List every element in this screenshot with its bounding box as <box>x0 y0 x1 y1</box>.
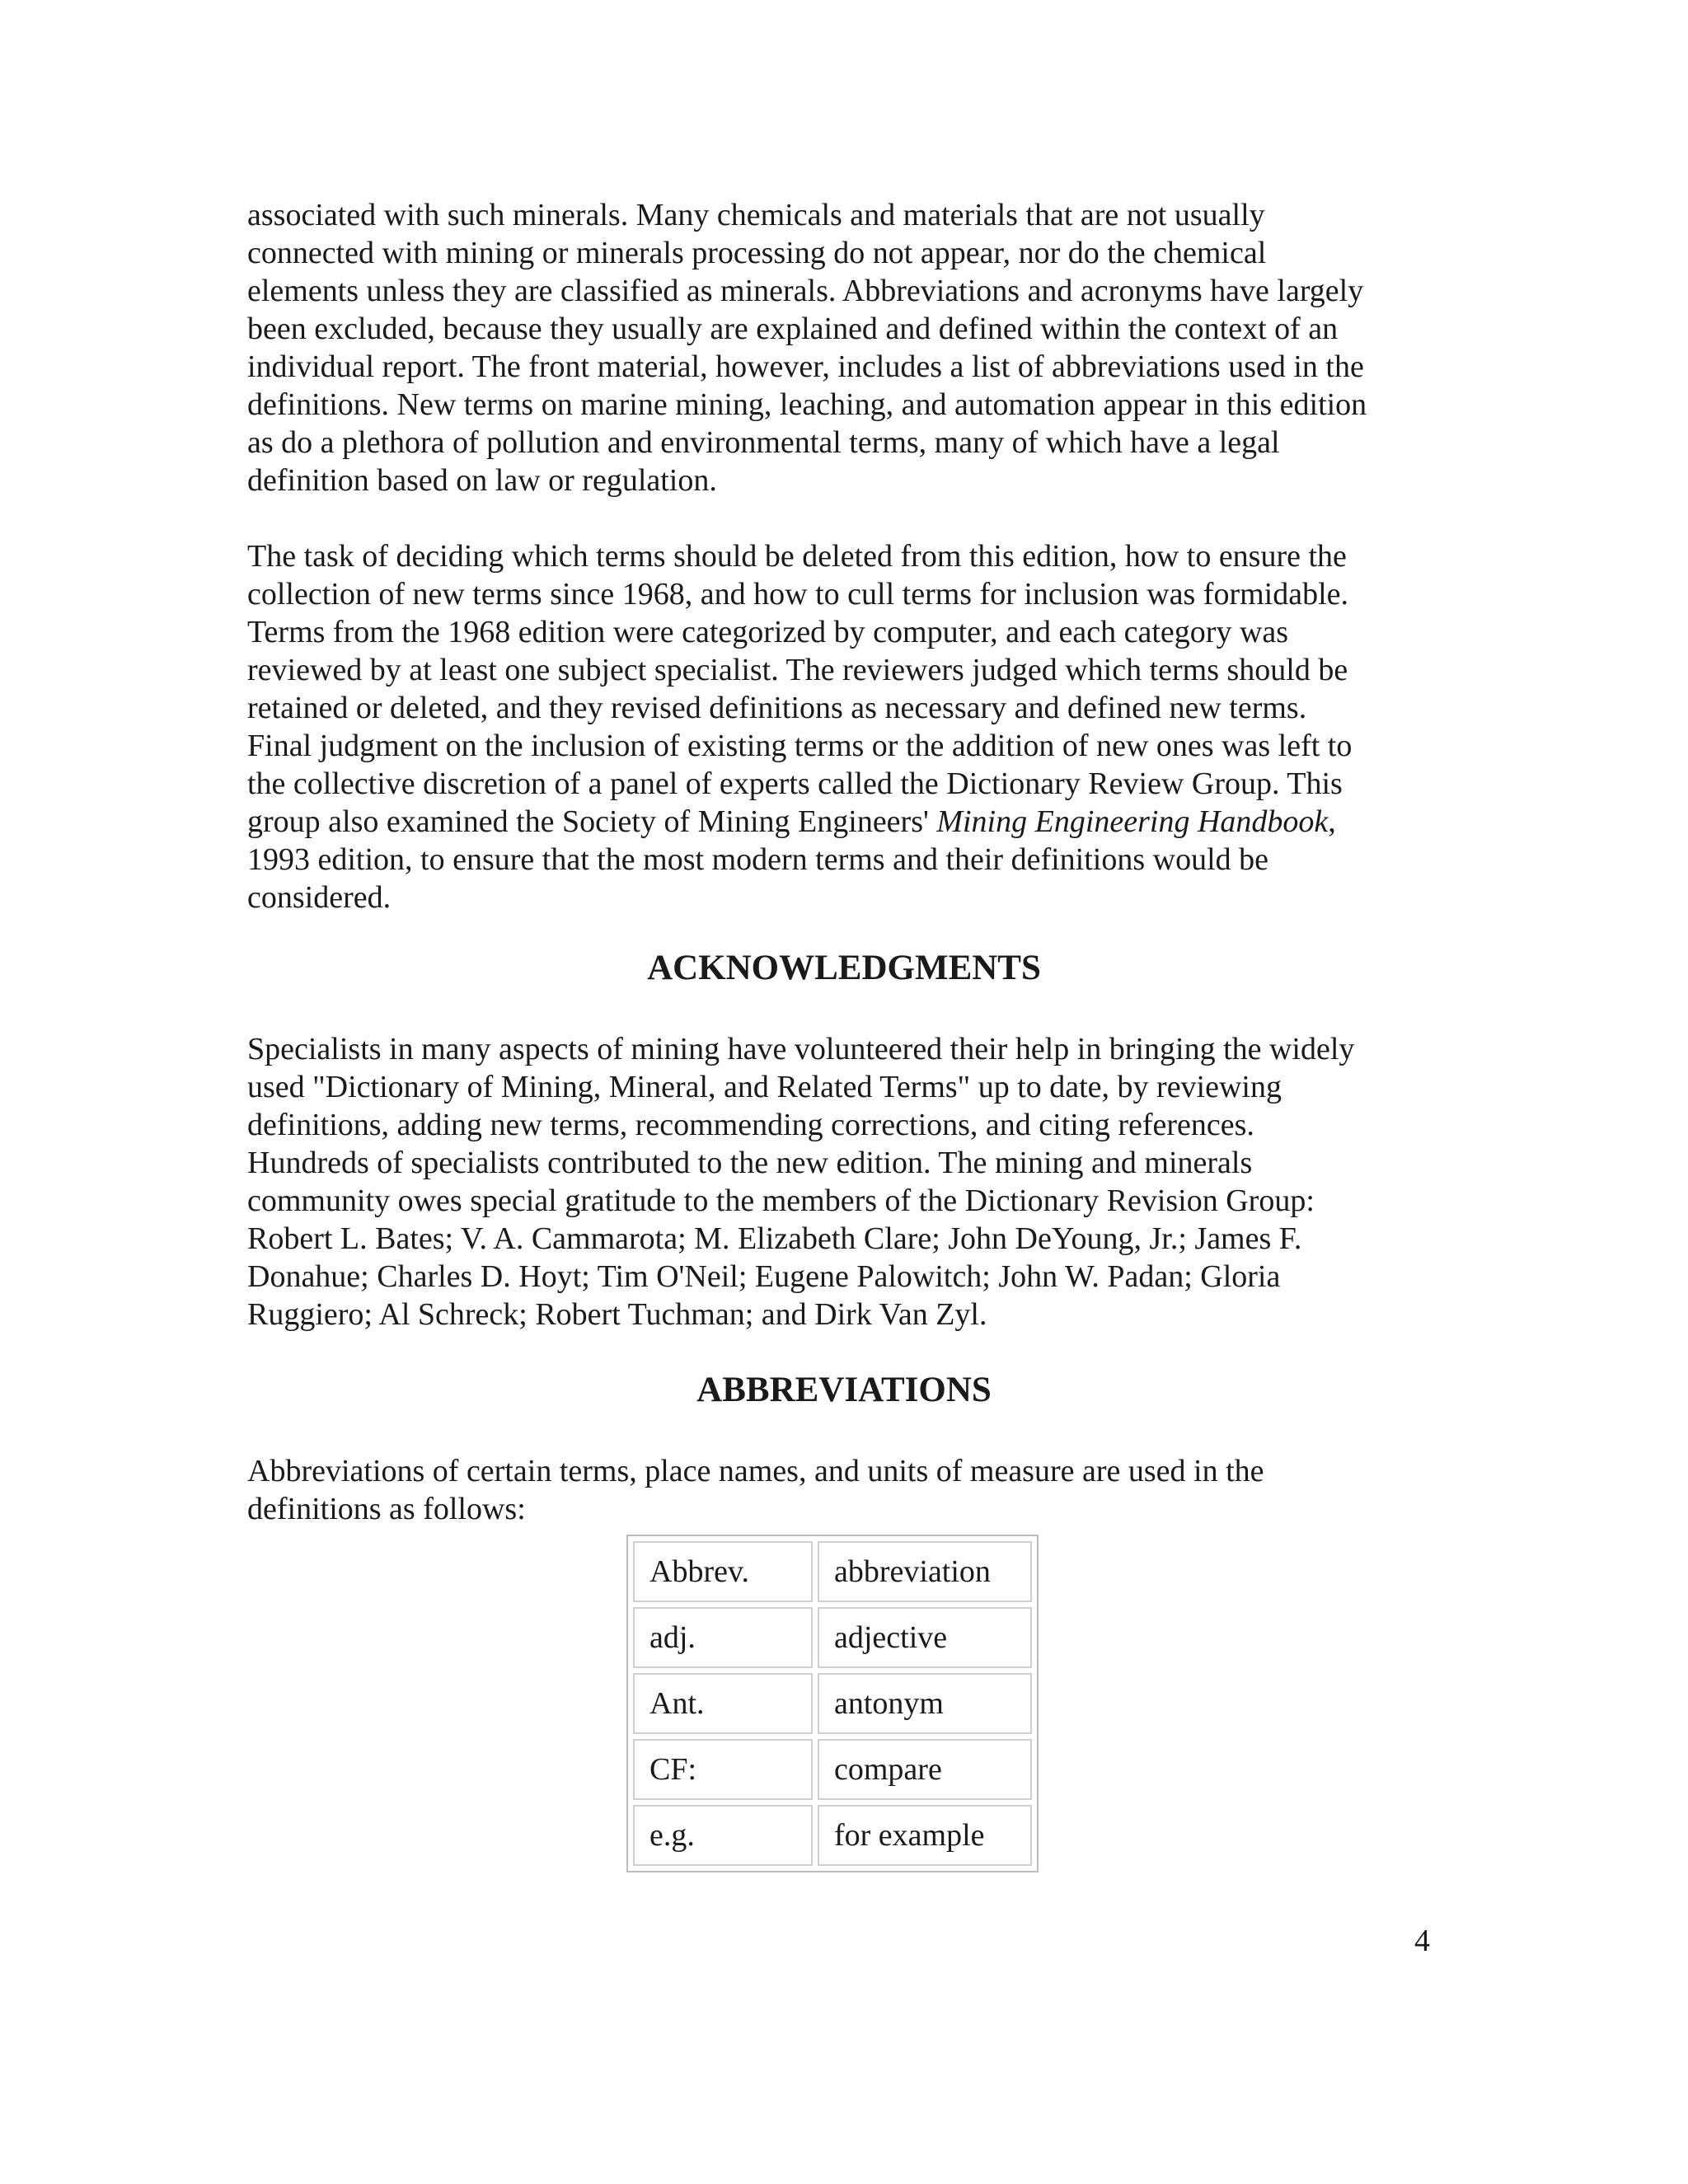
meaning-cell: antonym <box>818 1673 1032 1734</box>
abbreviation-cell: adj. <box>633 1607 813 1668</box>
text-line: the collective discretion of a panel of experts called the Dictionary Review Group. This <box>247 766 1343 801</box>
text-line: group also examined the Society of Mining Engineers' <box>247 804 937 839</box>
text-line: definition based on law or regulation. <box>247 463 717 498</box>
intro-paragraph <box>247 196 1451 499</box>
abbreviation-cell: e.g. <box>633 1805 813 1866</box>
text-line: Terms from the 1968 edition were categorized by computer, and each category was <box>247 615 1289 649</box>
meaning-cell: adjective <box>818 1607 1032 1668</box>
text-line: retained or deleted, and they revised definitions as necessary and defined new terms. <box>247 691 1307 725</box>
meaning-cell: for example <box>818 1805 1032 1866</box>
text-line: The task of deciding which terms should be deleted from this edition, how to ensure the <box>247 539 1347 574</box>
abbreviations-intro <box>247 1452 1451 1528</box>
text-line: Hundreds of specialists contributed to the new edition. The mining and minerals <box>247 1146 1253 1180</box>
text-line: definitions as follows: <box>247 1492 526 1526</box>
text-line: used "Dictionary of Mining, Mineral, and Related Terms" up to date, by reviewing <box>247 1070 1282 1104</box>
text-line: Donahue; Charles D. Hoyt; Tim O'Neil; Eugene Palowitch; John W. Padan; Gloria <box>247 1259 1281 1294</box>
table-row <box>633 1673 1032 1734</box>
text-line: Abbreviations of certain terms, place names, and units of measure are used in the <box>247 1454 1264 1488</box>
text-line: reviewed by at least one subject specialist. The reviewers judged which terms should be <box>247 653 1348 687</box>
text-line: community owes special gratitude to the members of the Dictionary Revision Group: <box>247 1183 1315 1218</box>
table-row <box>633 1607 1032 1668</box>
page-number: 4 <box>1414 1924 1430 1958</box>
abbreviation-cell: Ant. <box>633 1673 813 1734</box>
abbreviation-cell: CF: <box>633 1739 813 1800</box>
task-paragraph <box>247 537 1451 916</box>
text-line: individual report. The front material, however, includes a list of abbreviations used in the <box>247 349 1364 384</box>
text-line: collection of new terms since 1968, and how to cull terms for inclusion was formidable. <box>247 577 1349 612</box>
text-line: definitions, adding new terms, recommending corrections, and citing references. <box>247 1108 1254 1142</box>
table-row <box>633 1805 1032 1866</box>
text-line: connected with mining or minerals processing do not appear, nor do the chemical <box>247 236 1267 270</box>
abbreviation-cell: Abbrev. <box>633 1541 813 1602</box>
text-line: 1993 edition, to ensure that the most modern terms and their definitions would be <box>247 842 1268 877</box>
meaning-cell: abbreviation <box>818 1541 1032 1602</box>
text-line: been excluded, because they usually are explained and defined within the context of an <box>247 312 1339 346</box>
table-row <box>633 1541 1032 1602</box>
acknowledgments-paragraph <box>247 1030 1451 1333</box>
meaning-cell: compare <box>818 1739 1032 1800</box>
text-line: Robert L. Bates; V. A. Cammarota; M. Elizabeth Clare; John DeYoung, Jr.; James F. <box>247 1221 1302 1256</box>
table-row <box>633 1739 1032 1800</box>
text-line: as do a plethora of pollution and environmental terms, many of which have a legal <box>247 425 1280 460</box>
text-line: elements unless they are classified as minerals. Abbreviations and acronyms have largely <box>247 274 1364 308</box>
text-line: definitions. New terms on marine mining, leaching, and automation appear in this edition <box>247 387 1367 422</box>
abbreviations-table <box>626 1535 1039 1872</box>
text-line: Ruggiero; Al Schreck; Robert Tuchman; and Dirk Van Zyl. <box>247 1297 987 1332</box>
text-line: Specialists in many aspects of mining have volunteered their help in bringing the widely <box>247 1032 1355 1066</box>
text-line: Final judgment on the inclusion of existing terms or the addition of new ones was left to <box>247 729 1353 763</box>
abbreviations-heading: ABBREVIATIONS <box>696 1371 992 1409</box>
handbook-title: Mining Engineering Handbook <box>936 804 1329 839</box>
text-line: considered. <box>247 880 392 915</box>
acknowledgments-heading: ACKNOWLEDGMENTS <box>647 949 1041 987</box>
text-line: , <box>1328 804 1336 839</box>
text-line: associated with such minerals. Many chemicals and materials that are not usually <box>247 198 1265 232</box>
